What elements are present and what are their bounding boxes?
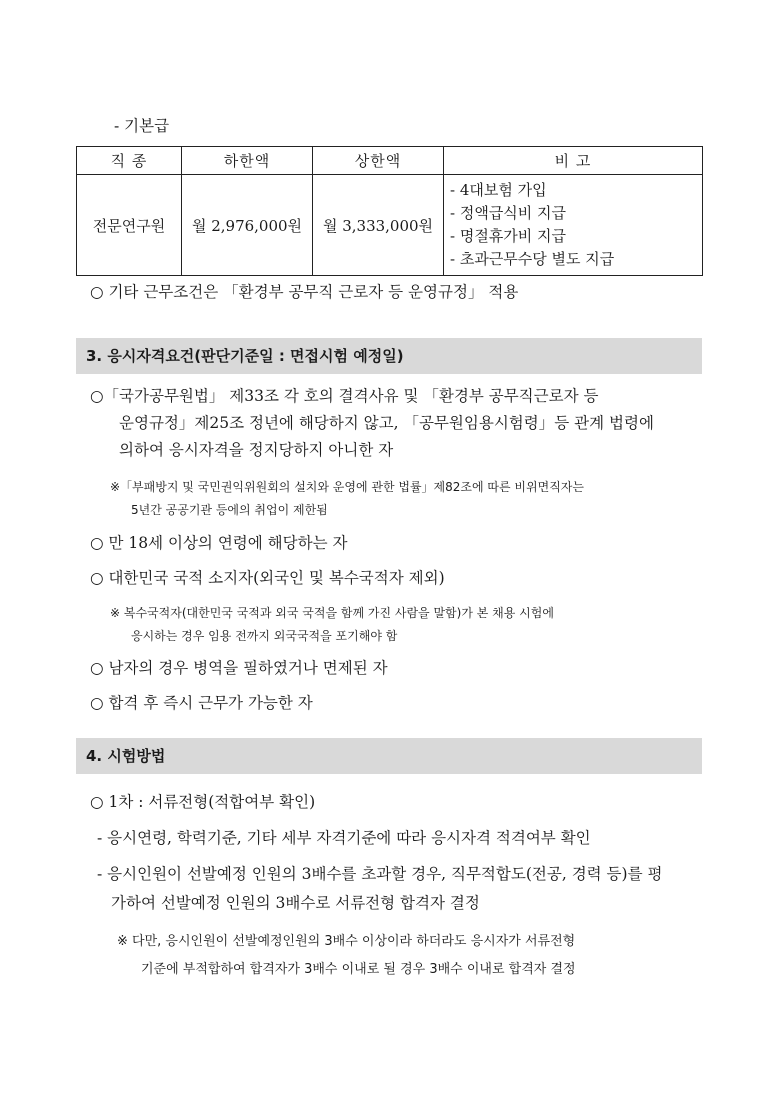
cell-notes xyxy=(444,175,703,276)
s4-dash2-line: - 응시인원이 선발예정 인원의 3배수를 초과할 경우, 직무적합도(전공, 경력 등)를 평 xyxy=(97,865,663,883)
header-min: 하한액 xyxy=(182,147,313,175)
s4-dash1: - 응시연령, 학력기준, 기타 세부 자격기준에 따라 응시자격 적격여부 확인 xyxy=(97,829,591,847)
s4-note-line: ※ 다만, 응시인원이 선발예정인원의 3배수 이상이라 하더라도 응시자가 서류전형 xyxy=(117,934,576,949)
note-item: - 초과근무수당 별도 지급 xyxy=(450,250,615,268)
header-job: 직 종 xyxy=(77,147,182,175)
note-item: - 4대보험 가입 xyxy=(450,181,547,199)
note-item: - 정액급식비 지급 xyxy=(450,204,567,222)
s3-note1-line: ※「부패방지 및 국민권익위원회의 설치와 운영에 관한 법률」제82조에 따른 비위면직자는 xyxy=(110,480,584,494)
salary-label: - 기본급 xyxy=(114,117,170,135)
s3-item3: ○ 대한민국 국적 소지자(외국인 및 복수국적자 제외) xyxy=(90,569,445,587)
s3-note2-line: 응시하는 경우 임용 전까지 외국국적을 포기해야 함 xyxy=(131,629,398,643)
s3-item1-line: 의하여 응시자격을 정지당하지 아니한 자 xyxy=(119,441,394,459)
section4-title: 4. 시험방법 xyxy=(86,747,166,765)
section3-heading xyxy=(76,338,702,374)
s3-item2: ○ 만 18세 이상의 연령에 해당하는 자 xyxy=(90,534,348,552)
s3-item4: ○ 남자의 경우 병역을 필하였거나 면제된 자 xyxy=(90,659,388,677)
other-conditions: ○ 기타 근무조건은 「환경부 공무직 근로자 등 운영규정」 적용 xyxy=(90,283,519,301)
s3-note2-line: ※ 복수국적자(대한민국 국적과 외국 국적을 함께 가진 사람을 말함)가 본 채용 시험에 xyxy=(110,606,554,620)
note-item: - 명절휴가비 지급 xyxy=(450,227,567,245)
cell-job: 전문연구원 xyxy=(77,175,182,276)
s3-item5: ○ 합격 후 즉시 근무가 가능한 자 xyxy=(90,694,313,712)
s4-note-line: 기준에 부적합하여 합격자가 3배수 이내로 될 경우 3배수 이내로 합격자 결정 xyxy=(141,962,576,977)
section3-title: 3. 응시자격요건(판단기준일 : 면접시험 예정일) xyxy=(86,347,404,365)
cell-max: 월 3,333,000원 xyxy=(313,175,444,276)
s4-step1: ○ 1차 : 서류전형(적합여부 확인) xyxy=(90,793,316,811)
s3-item1-line: 운영규정」제25조 정년에 해당하지 않고, 「공무원임용시험령」등 관계 법령에 xyxy=(119,414,654,432)
s4-dash2-line: 가하여 선발예정 인원의 3배수로 서류전형 합격자 결정 xyxy=(111,894,480,912)
table-row xyxy=(77,175,703,276)
header-notes: 비 고 xyxy=(444,147,703,175)
s3-item1-line: ○「국가공무원법」 제33조 각 호의 결격사유 및 「환경부 공무직근로자 등 xyxy=(90,387,599,405)
cell-min: 월 2,976,000원 xyxy=(182,175,313,276)
section4-heading xyxy=(76,738,702,774)
header-max: 상한액 xyxy=(313,147,444,175)
s3-note1-line: 5년간 공공기관 등에의 취업이 제한됨 xyxy=(131,503,328,517)
salary-table xyxy=(76,146,703,276)
table-header-row xyxy=(77,147,703,175)
